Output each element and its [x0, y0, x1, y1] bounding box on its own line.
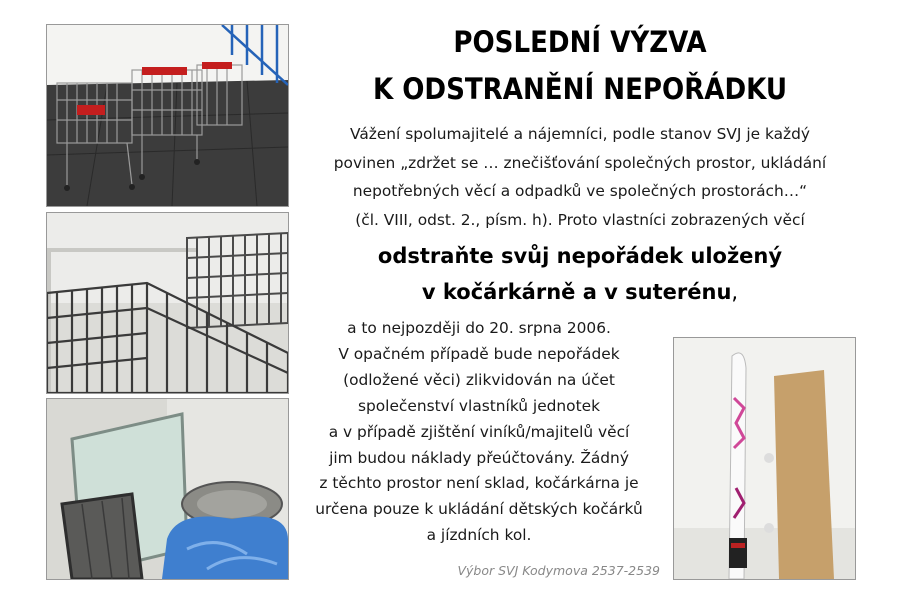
glass-panels-and-bag-photo [46, 398, 289, 580]
body-line: jim budou náklady přeúčtovány. Žádný [329, 448, 629, 467]
intro-line: Vážení spolumajitelé a nájemníci, podle stanov SVJ je každý [349, 125, 811, 143]
body-line: a jízdních kol. [426, 526, 532, 545]
intro-line: nepotřebných věcí a odpadků ve společných prostorách…“ [352, 182, 808, 200]
wire-baskets-photo [46, 212, 289, 394]
body-line: (odložené věci) zlikvidován na účet [343, 370, 615, 389]
notice-title-line-2: K ODSTRANĚNÍ NEPOŘÁDKU [372, 72, 788, 106]
body-line: a to nejpozději do 20. srpna 2006. [347, 319, 611, 337]
body-line: určena pouze k ukládání dětských kočárků [315, 500, 643, 519]
shopping-carts-photo [46, 24, 289, 207]
intro-line: povinen „zdržet se … znečišťování společných prostor, ukládání [333, 153, 827, 172]
skis-and-board-photo [673, 337, 856, 580]
intro-paragraph [300, 120, 860, 234]
signature: Výbor SVJ Kodymova 2537-2539 [457, 563, 660, 578]
body-line: společenství vlastníků jednotek [357, 396, 601, 415]
emphasis-comma: , [731, 280, 739, 304]
body-line: V opačném případě bude nepořádek [338, 344, 620, 363]
body-paragraph [292, 316, 666, 549]
emphasis-line-2 [300, 277, 860, 307]
emphasis-line-2-text: v kočárkárně a v suterénu [421, 280, 732, 304]
notice-title-line-1: POSLEDNÍ VÝZVA [453, 25, 707, 59]
body-line: z těchto prostor není sklad, kočárkárna je [319, 474, 639, 493]
intro-line: (čl. VIII, odst. 2., písm. h). Proto vlastníci zobrazených věcí [355, 210, 805, 229]
emphasis-line-1: odstraňte svůj nepořádek uložený [377, 244, 783, 268]
body-line: a v případě zjištění viníků/majitelů věcí [328, 422, 630, 441]
